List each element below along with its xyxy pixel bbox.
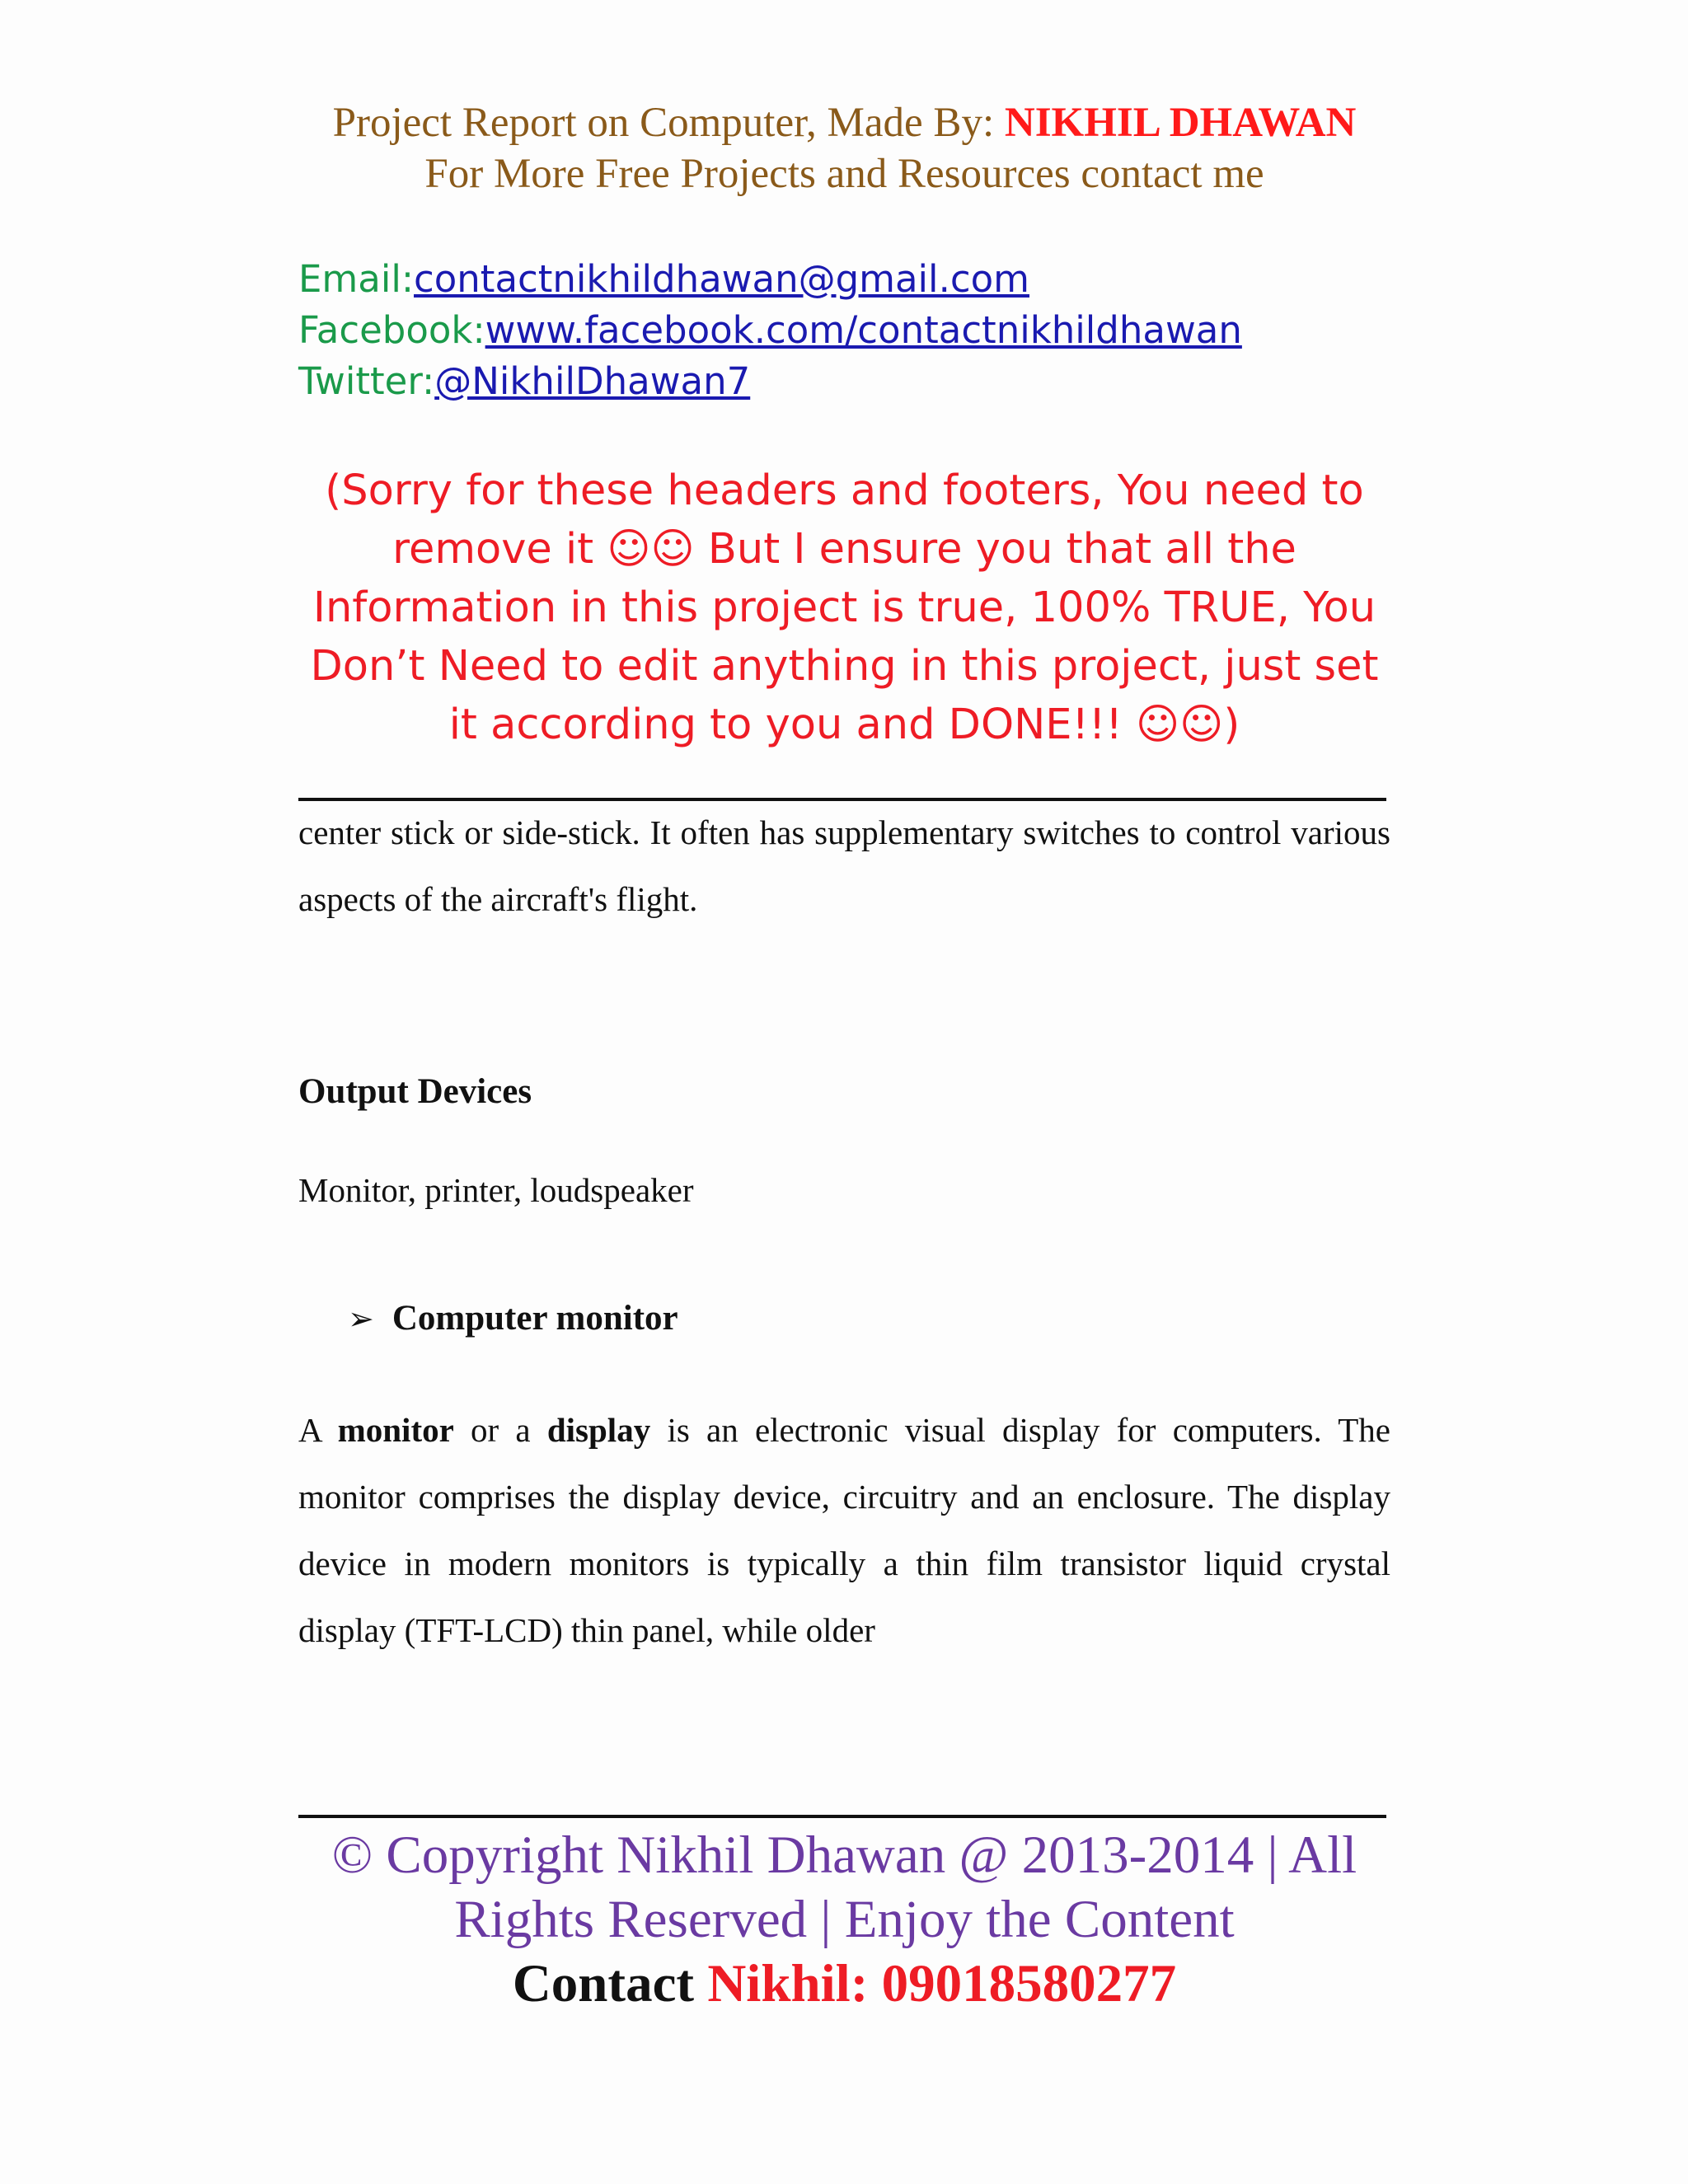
paragraph-monitor xyxy=(298,1397,1390,1664)
twitter-label: Twitter: xyxy=(298,359,435,403)
devices-list: Monitor, printer, loudspeaker xyxy=(298,1171,694,1209)
header-prefix: Project Report on Computer, Made By: xyxy=(332,100,1005,146)
arrow-bullet-icon: ➢ xyxy=(348,1301,374,1337)
footer-copyright: © Copyright Nikhil Dhawan @ 2013-2014 | All Rights Reserved | Enjoy the Content xyxy=(331,1825,1357,1949)
para2-bold-monitor: monitor xyxy=(337,1411,454,1449)
email-label: Email: xyxy=(298,257,415,301)
contact-facebook xyxy=(298,305,1390,356)
contact-twitter xyxy=(298,356,1390,407)
twitter-link[interactable]: @NikhilDhawan7 xyxy=(434,359,751,403)
notice-text: (Sorry for these headers and footers, You need to remove it ☺☺ But I ensure you that all the Information in this project is true, 100% TRUE, You Don’t Need to edit anything in this project, just set it according to you and DONE!!! ☺☺) xyxy=(310,466,1379,749)
header-subtitle: For More Free Projects and Resources contact me xyxy=(424,151,1264,197)
paragraph-joystick: center stick or side-stick. It often has supplementary switches to control various aspects of the aircraft's flight. xyxy=(298,813,1390,918)
bullet-item xyxy=(348,1298,678,1338)
footer xyxy=(298,1823,1390,2016)
footer-contact-value: Nikhil: 09018580277 xyxy=(707,1954,1177,2013)
facebook-label: Facebook: xyxy=(298,308,485,352)
facebook-link[interactable]: www.facebook.com/contactnikhildhawan xyxy=(485,308,1242,352)
para2-bold-display: display xyxy=(546,1411,651,1449)
footer-contact-label: Contact xyxy=(512,1954,708,2013)
section-heading: Output Devices xyxy=(298,1072,532,1111)
para2-word2: or a xyxy=(453,1411,547,1449)
footer-divider xyxy=(298,1815,1386,1818)
footer-contact xyxy=(298,1952,1390,2016)
header-title xyxy=(298,97,1390,148)
contact-email xyxy=(298,254,1390,305)
bullet-title: Computer monitor xyxy=(392,1299,678,1338)
email-link[interactable]: contactnikhildhawan@gmail.com xyxy=(414,257,1029,301)
para2-word1: A xyxy=(298,1411,338,1449)
author-name: NIKHIL DHAWAN xyxy=(1004,100,1357,146)
para2-rest: is an electronic visual display for computers. The monitor comprises the display device, circuitry and an enclosure. The display device in modern monitors is typically a thin film transistor liquid crystal display (TFT-LCD) thin panel, while older xyxy=(298,1411,1390,1649)
